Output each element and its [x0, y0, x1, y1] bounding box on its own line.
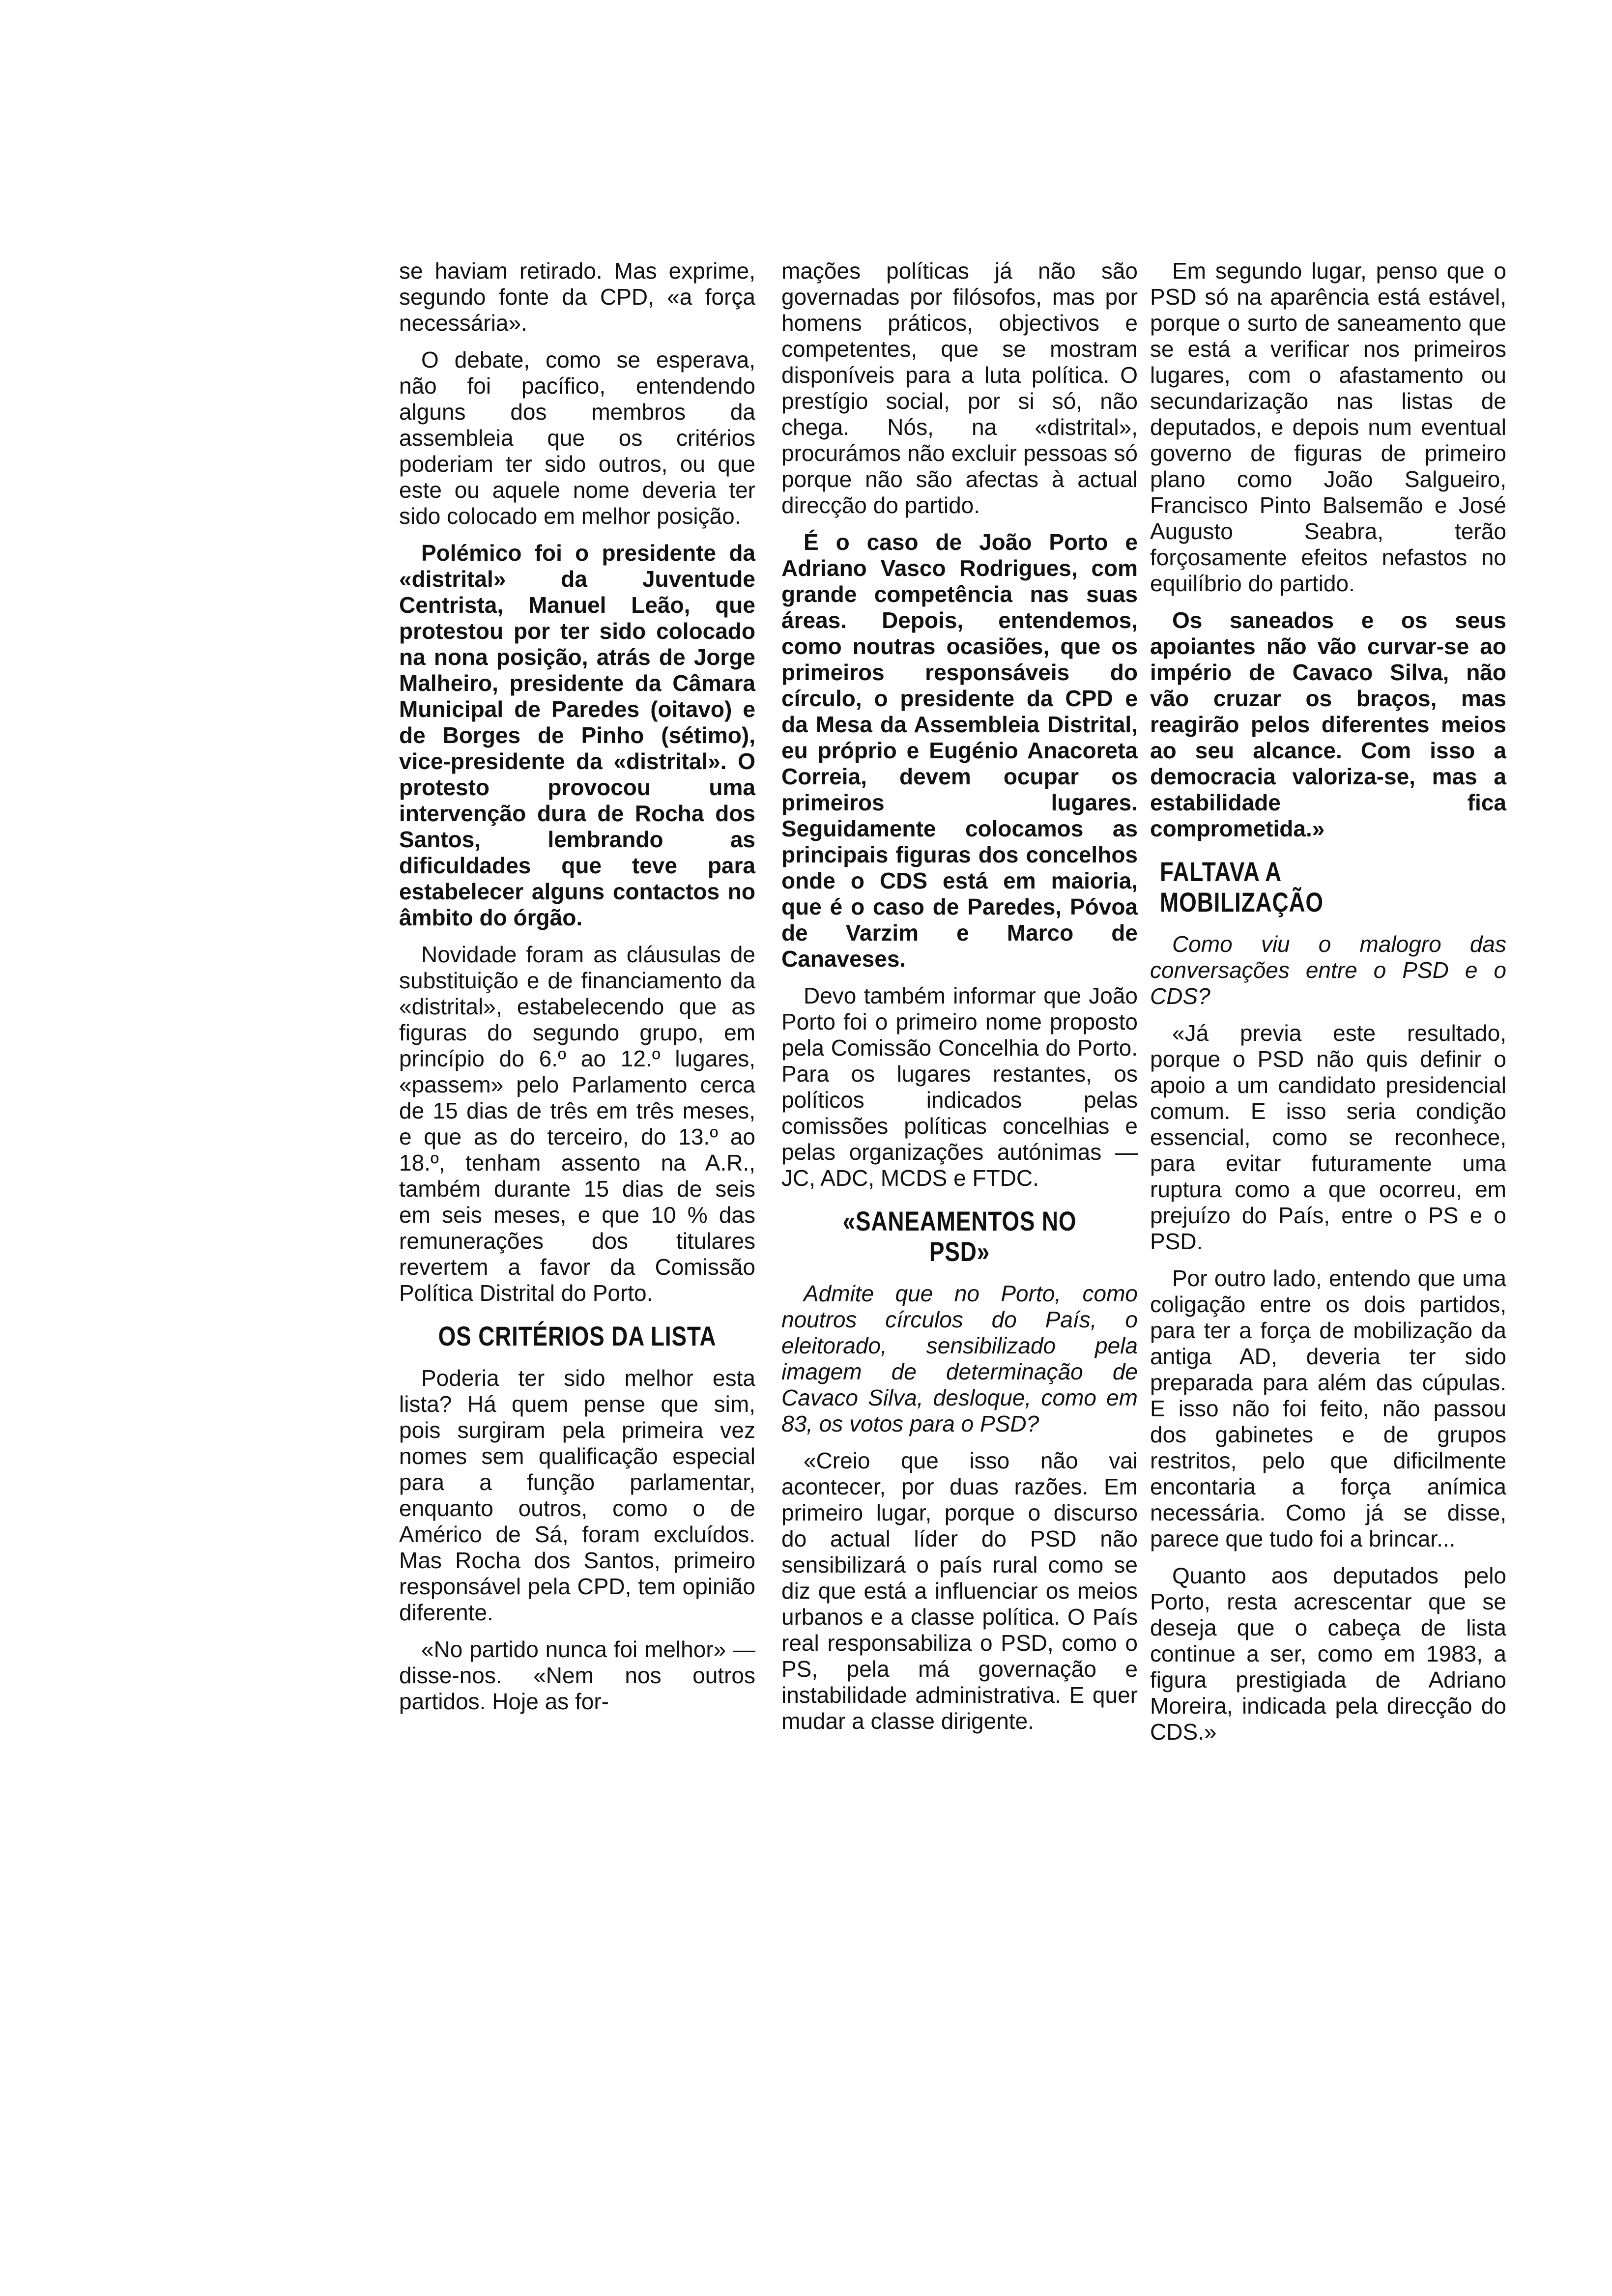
interview-question: Admite que no Porto, como noutros círculos do País, o eleitorado, sensibilizado pela imagem de determinação de Cavaco Silva, desloque, como em 83, os votos para o PSD? [781, 1281, 1138, 1436]
paragraph: Por outro lado, entendo que uma coligação entre os dois partidos, para ter a força de mobilização da antiga AD, deveria ter sido preparada para além das cúpulas. E isso não foi feito, não passou dos gabinetes e de grupos restritos, pelo que dificilmente encontaria a força anímica necessária. Como já se disse, parece que tudo foi a brincar... [1150, 1265, 1506, 1551]
paragraph: se haviam retirado. Mas exprime, segundo fonte da CPD, «a força necessária». [399, 258, 755, 336]
article-column-2 [781, 258, 1138, 1745]
paragraph: É o caso de João Porto e Adriano Vasco Rodrigues, com grande competência nas suas áreas. Depois, entendemos, como noutras ocasiões, que os primeiros responsáveis do círculo, o presidente da CPD e da Mesa da Assembleia Distrital, eu próprio e Eugénio Anacoreta Correia, devem ocupar os primeiros lugares. Seguidamente colocamos as principais figuras dos concelhos onde o CDS está em maioria, que é o caso de Paredes, Póvoa de Varzim e Marco de Canaveses. [781, 529, 1138, 972]
section-heading: OS CRITÉRIOS DA LISTA [438, 1320, 717, 1351]
paragraph: Polémico foi o presidente da «distrital» da Juventude Centrista, Manuel Leão, que protestou por ter sido colocado na nona posição, atrás de Jorge Malheiro, presidente da Câmara Municipal de Paredes (oitavo) e de Borges de Pinho (sétimo), vice-presidente da «distrital». O protesto provocou uma intervenção dura de Rocha dos Santos, lembrando as dificuldades que teve para estabelecer alguns contactos no âmbito do órgão. [399, 540, 755, 930]
paragraph: Devo também informar que João Porto foi o primeiro nome proposto pela Comissão Concelhia do Porto. Para os lugares restantes, os políticos indicados pelas comissões políticas concelhias e pelas organizações autónimas — JC, ADC, MCDS e FTDC. [781, 983, 1138, 1191]
article-column-3 [1150, 258, 1506, 1756]
section-heading: «SANEAMENTOS NO PSD» [842, 1205, 1077, 1267]
paragraph: Poderia ter sido melhor esta lista? Há quem pense que sim, pois surgiram pela primeira vez nomes sem qualificação especial para a função parlamentar, enquanto outros, como o de Américo de Sá, foram excluídos. Mas Rocha dos Santos, primeiro responsável pela CPD, tem opinião diferente. [399, 1365, 755, 1625]
paragraph: Novidade foram as cláusulas de substituição e de financiamento da «distrital», estabelecendo que as figuras do segundo grupo, em princípio do 6.º ao 12.º lugares, «passem» pelo Parlamento cerca de 15 dias de três em três meses, e que as do terceiro, do 13.º ao 18.º, tenham assento na A.R., também durante 15 dias de seis em seis meses, e que 10 % das remunerações dos titulares revertem a favor da Comissão Política Distrital do Porto. [399, 942, 755, 1306]
interview-question: Como viu o malogro das conversações entre o PSD e o CDS? [1150, 931, 1506, 1009]
section-heading: FALTAVA A MOBILIZAÇÃO [1160, 856, 1324, 918]
paragraph: «Creio que isso não vai acontecer, por duas razões. Em primeiro lugar, porque o discurso do actual líder do PSD não sensibilizará o país rural como se diz que está a influenciar os meios urbanos e a classe política. O País real responsabiliza o PSD, como o PS, pela má governação e instabilidade administrativa. E quer mudar a classe dirigente. [781, 1448, 1138, 1734]
paragraph: «No partido nunca foi melhor» — disse-nos. «Nem nos outros partidos. Hoje as for- [399, 1636, 755, 1714]
article-column-1 [399, 258, 755, 1725]
paragraph: O debate, como se esperava, não foi pacífico, entendendo alguns dos membros da assembleia que os critérios poderiam ter sido outros, ou que este ou aquele nome deveria ter sido colocado em melhor posição. [399, 347, 755, 529]
paragraph: Os saneados e os seus apoiantes não vão curvar-se ao império de Cavaco Silva, não vão cruzar os braços, mas reagirão pelos diferentes meios ao seu alcance. Com isso a democracia valoriza-se, mas a estabilidade fica comprometida.» [1150, 607, 1506, 841]
paragraph: Em segundo lugar, penso que o PSD só na aparência está estável, porque o surto de saneamento que se está a verificar nos primeiros lugares, com o afastamento ou secundarização nas listas de deputados, e depois num eventual governo de figuras de primeiro plano como João Salgueiro, Francisco Pinto Balsemão e José Augusto Seabra, terão forçosamente efeitos nefastos no equilíbrio do partido. [1150, 258, 1506, 596]
paragraph: Quanto aos deputados pelo Porto, resta acrescentar que se deseja que o cabeça de lista continue a ser, como em 1983, a figura prestigiada de Adriano Moreira, indicada pela direcção do CDS.» [1150, 1563, 1506, 1745]
paragraph: mações políticas já não são governadas por filósofos, mas por homens práticos, objectivos e competentes, que se mostram disponíveis para a luta política. O prestígio social, por si só, não chega. Nós, na «distrital», procurámos não excluir pessoas só porque não são afectas à actual direcção do partido. [781, 258, 1138, 518]
paragraph: «Já previa este resultado, porque o PSD não quis definir o apoio a um candidato presidencial comum. E isso seria condição essencial, como se reconhece, para evitar futuramente uma ruptura como a que ocorreu, em prejuízo do País, entre o PS e o PSD. [1150, 1020, 1506, 1254]
